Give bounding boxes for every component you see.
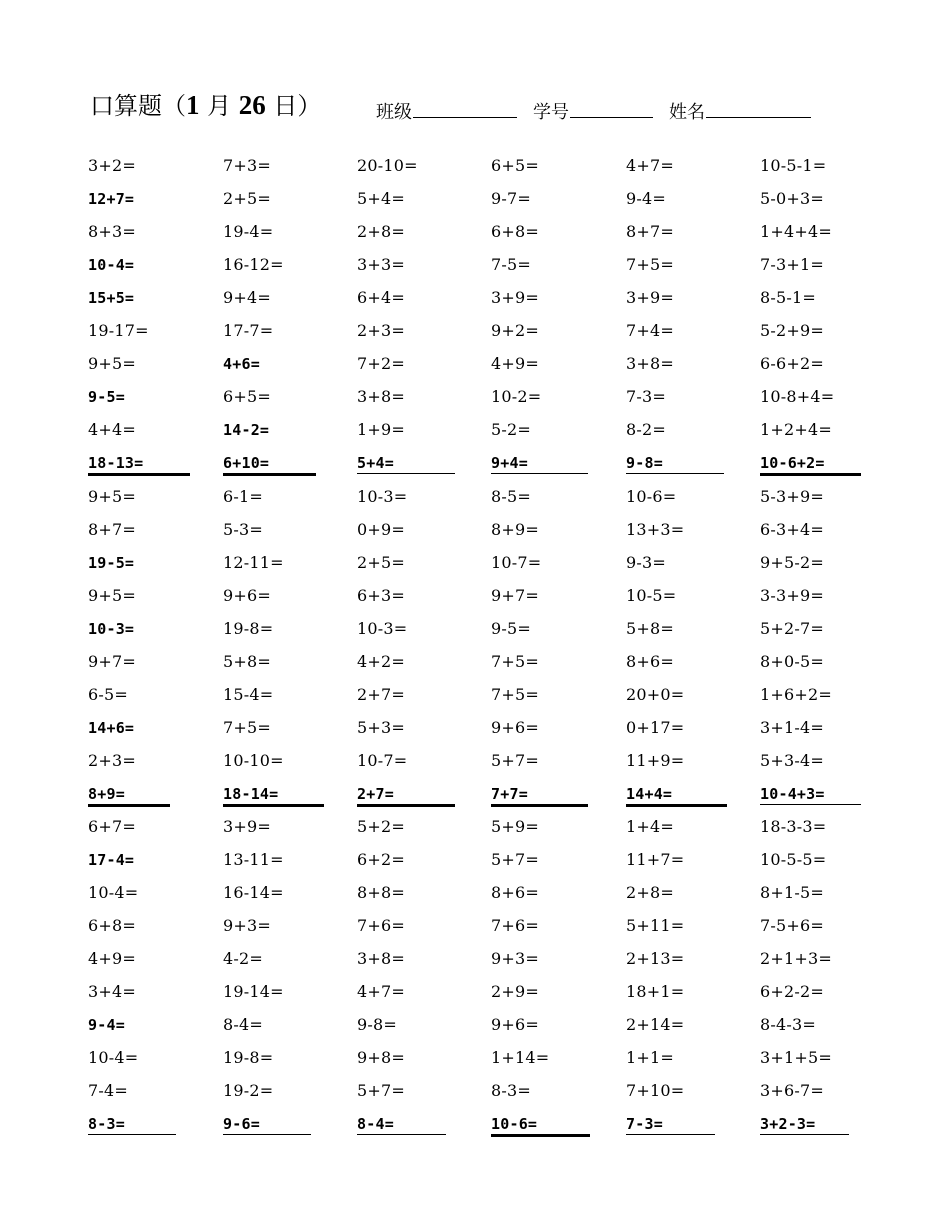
problem-item: 5-2=: [491, 420, 531, 440]
name-blank[interactable]: [706, 101, 811, 118]
problem-item: 16-12=: [223, 255, 284, 275]
problem-item: 10-2=: [491, 387, 542, 407]
problem-item: 10-5-5=: [760, 850, 827, 870]
problem-item: 4+9=: [88, 949, 136, 969]
problem-item: 1+6+2=: [760, 684, 832, 704]
problem-item: 6+10=: [223, 453, 316, 476]
problem-item: 3+6-7=: [760, 1081, 824, 1101]
problem-item: 12+7=: [88, 190, 135, 209]
problem-item: 16-14=: [223, 883, 284, 903]
problem-item: 1+4+4=: [760, 222, 832, 242]
problem-item: 9+6=: [491, 1015, 539, 1035]
problem-item: 9-4=: [88, 1016, 125, 1035]
problem-item: 7+7=: [491, 784, 588, 807]
problem-item: 9-5=: [88, 388, 125, 407]
problem-item: 9+7=: [88, 651, 136, 671]
problem-item: 1+14=: [491, 1048, 550, 1068]
problem-item: 9+7=: [491, 585, 539, 605]
problem-item: 3+9=: [223, 817, 271, 836]
problem-item: 15+5=: [88, 289, 135, 308]
problem-item: 5+2=: [357, 817, 405, 836]
problem-item: 9+5-2=: [760, 552, 824, 572]
problem-item: 8-3=: [88, 1114, 176, 1135]
problem-item: 5+4=: [357, 453, 455, 474]
problem-item: 3+1-4=: [760, 717, 824, 737]
problem-item: 10-4+3=: [760, 784, 861, 805]
problem-item: 5+7=: [491, 750, 539, 770]
problem-item: 2+8=: [357, 222, 405, 242]
problem-item: 8-3=: [491, 1081, 531, 1101]
name-field[interactable]: [669, 98, 811, 124]
problem-item: 3+9=: [626, 288, 674, 308]
title-day: 26: [238, 90, 266, 120]
problem-item: 9+5=: [88, 486, 136, 506]
problem-item: 6+7=: [88, 817, 136, 836]
problem-item: 7-3=: [626, 1114, 715, 1135]
problem-item: 10-10=: [223, 750, 284, 770]
problem-item: 14+4=: [626, 784, 727, 807]
problem-item: 5-2+9=: [760, 321, 824, 341]
problem-item: 12-11=: [223, 552, 284, 572]
problem-item: 10-6=: [491, 1114, 590, 1137]
student-id-field[interactable]: [533, 98, 653, 124]
problem-item: 5+2-7=: [760, 618, 824, 638]
problem-item: 2+7=: [357, 784, 455, 807]
problem-item: 3+4=: [88, 982, 136, 1002]
problem-item: 9-5=: [491, 618, 531, 638]
problem-item: 1+1=: [626, 1048, 674, 1068]
problem-item: 0+9=: [357, 519, 405, 539]
problem-item: 1+9=: [357, 420, 405, 440]
problem-item: 9-6=: [223, 1114, 311, 1135]
problem-item: 9+5=: [88, 354, 136, 374]
problem-item: 1+4=: [626, 817, 674, 836]
problem-item: 5+7=: [357, 1081, 405, 1101]
problem-item: 4+4=: [88, 420, 136, 440]
problem-item: 2+9=: [491, 982, 539, 1002]
problem-item: 19-2=: [223, 1081, 274, 1101]
problem-item: 7-3+1=: [760, 255, 824, 275]
problem-item: 6+2=: [357, 850, 405, 870]
problem-item: 11+9=: [626, 750, 685, 770]
problem-item: 9+4=: [491, 453, 588, 474]
problem-item: 9-7=: [491, 189, 531, 209]
problem-item: 8+1-5=: [760, 883, 824, 903]
problem-item: 2+3=: [88, 750, 136, 770]
problem-item: 9+6=: [223, 585, 271, 605]
problem-item: 3+8=: [626, 354, 674, 374]
problem-item: 10-6=: [626, 486, 677, 506]
problem-item: 8+3=: [88, 222, 136, 242]
problem-item: 7-5+6=: [760, 916, 824, 936]
problem-item: 8-4-3=: [760, 1015, 816, 1035]
problem-item: 19-17=: [88, 321, 149, 341]
problem-item: 13+3=: [626, 519, 685, 539]
problem-item: 3+3=: [357, 255, 405, 275]
problem-item: 10-3=: [357, 618, 408, 638]
class-blank[interactable]: [413, 101, 517, 118]
problem-item: 3+8=: [357, 949, 405, 969]
problem-item: 6+3=: [357, 585, 405, 605]
problem-item: 4-2=: [223, 949, 263, 969]
problem-item: 8-2=: [626, 420, 666, 440]
problem-item: 4+7=: [357, 982, 405, 1002]
problem-item: 19-8=: [223, 618, 274, 638]
problem-item: 10-3=: [88, 619, 135, 638]
problem-item: 9+3=: [491, 949, 539, 969]
problem-item: 3+9=: [491, 288, 539, 308]
problem-item: 8+7=: [88, 519, 136, 539]
problem-item: 6-3+4=: [760, 519, 824, 539]
problem-item: 9+3=: [223, 916, 271, 936]
problem-item: 7+6=: [357, 916, 405, 936]
problem-item: 6-1=: [223, 486, 263, 506]
problem-item: 8+9=: [88, 784, 170, 807]
student-id-label: 学号: [533, 102, 569, 123]
problem-item: 7+3=: [223, 156, 271, 175]
problem-item: 20-10=: [357, 156, 418, 175]
problem-item: 10-4=: [88, 883, 139, 903]
problem-item: 11+7=: [626, 850, 685, 870]
problem-item: 8+9=: [491, 519, 539, 539]
problem-item: 18-3-3=: [760, 817, 827, 836]
problem-item: 6+8=: [491, 222, 539, 242]
problem-item: 10-7=: [491, 552, 542, 572]
title-mid: 月: [199, 92, 239, 120]
problem-item: 2+8=: [626, 883, 674, 903]
problem-item: 17-4=: [88, 851, 135, 870]
problem-item: 6+5=: [223, 387, 271, 407]
title-month: 1: [186, 90, 200, 120]
problem-item: 10-5=: [626, 585, 677, 605]
problem-item: 9-3=: [626, 552, 666, 572]
problem-item: 4+2=: [357, 651, 405, 671]
problem-item: 5+7=: [491, 850, 539, 870]
problem-item: 3+8=: [357, 387, 405, 407]
problem-item: 9+8=: [357, 1048, 405, 1068]
problem-item: 15-4=: [223, 684, 274, 704]
problem-item: 7-5=: [491, 255, 531, 275]
problem-item: 10-4=: [88, 256, 135, 275]
problem-item: 2+5=: [223, 189, 271, 209]
problem-item: 5-0+3=: [760, 189, 824, 209]
problem-item: 2+3=: [357, 321, 405, 341]
problem-item: 10-5-1=: [760, 156, 827, 175]
problem-item: 14-2=: [223, 421, 270, 440]
problem-item: 3+2=: [88, 156, 136, 175]
problem-item: 5+4=: [357, 189, 405, 209]
problem-item: 5+3=: [357, 717, 405, 737]
problem-item: 4+9=: [491, 354, 539, 374]
problem-item: 19-14=: [223, 982, 284, 1002]
problem-item: 7+4=: [626, 321, 674, 341]
problem-item: 6+4=: [357, 288, 405, 308]
problem-item: 1+2+4=: [760, 420, 832, 440]
problem-item: 9+2=: [491, 321, 539, 341]
class-field[interactable]: [376, 98, 517, 124]
problem-item: 5+8=: [626, 618, 674, 638]
problem-item: 5+9=: [491, 817, 539, 836]
problem-item: 8-5=: [491, 486, 531, 506]
problem-item: 2+13=: [626, 949, 685, 969]
problem-item: 8+0-5=: [760, 651, 824, 671]
problem-item: 8+7=: [626, 222, 674, 242]
problem-item: 14+6=: [88, 718, 135, 737]
problem-item: 9-8=: [357, 1015, 397, 1035]
problem-item: 6+5=: [491, 156, 539, 175]
problem-item: 10-7=: [357, 750, 408, 770]
problem-item: 6+8=: [88, 916, 136, 936]
problem-item: 8-4=: [223, 1015, 263, 1035]
class-label: 班级: [376, 102, 412, 123]
problem-item: 18-14=: [223, 784, 324, 807]
student-id-blank[interactable]: [570, 101, 653, 118]
problem-item: 7+5=: [491, 651, 539, 671]
problem-item: 5+8=: [223, 651, 271, 671]
problem-item: 10-6+2=: [760, 453, 861, 476]
problem-item: 9+4=: [223, 288, 271, 308]
problem-item: 7+5=: [491, 684, 539, 704]
problem-item: 0+17=: [626, 717, 685, 737]
problem-item: 5+11=: [626, 916, 685, 936]
problem-item: 5+3-4=: [760, 750, 824, 770]
problem-item: 5-3+9=: [760, 486, 824, 506]
problem-item: 7+2=: [357, 354, 405, 374]
page-title: [90, 86, 321, 121]
problem-item: 7+5=: [223, 717, 271, 737]
problem-item: 9-8=: [626, 453, 724, 474]
title-prefix: 口算题（: [90, 92, 186, 120]
problem-item: 8+8=: [357, 883, 405, 903]
problem-item: 9+5=: [88, 585, 136, 605]
problem-item: 7+10=: [626, 1081, 685, 1101]
problem-item: 2+5=: [357, 552, 405, 572]
problem-item: 13-11=: [223, 850, 284, 870]
problem-item: 9+6=: [491, 717, 539, 737]
problem-item: 7+5=: [626, 255, 674, 275]
problem-item: 18+1=: [626, 982, 685, 1002]
problem-item: 4+7=: [626, 156, 674, 175]
problem-item: 8+6=: [626, 651, 674, 671]
problem-item: 8-5-1=: [760, 288, 816, 308]
problem-item: 3-3+9=: [760, 585, 824, 605]
problem-item: 19-5=: [88, 553, 135, 572]
problem-item: 7-3=: [626, 387, 666, 407]
problem-item: 6-6+2=: [760, 354, 824, 374]
problem-item: 19-8=: [223, 1048, 274, 1068]
problem-item: 2+14=: [626, 1015, 685, 1035]
problem-item: 7-4=: [88, 1081, 128, 1101]
title-suffix: 日）: [265, 92, 322, 120]
problem-item: 2+7=: [357, 684, 405, 704]
problem-item: 5-3=: [223, 519, 263, 539]
problem-item: 9-4=: [626, 189, 666, 209]
problem-item: 10-4=: [88, 1048, 139, 1068]
problem-item: 3+2-3=: [760, 1114, 849, 1135]
problem-item: 6-5=: [88, 684, 128, 704]
problem-item: 7+6=: [491, 916, 539, 936]
problem-item: 18-13=: [88, 453, 190, 476]
name-label: 姓名: [669, 102, 705, 123]
problem-item: 4+6=: [223, 355, 260, 374]
problem-item: 3+1+5=: [760, 1048, 832, 1068]
problem-item: 6+2-2=: [760, 982, 824, 1002]
problem-item: 20+0=: [626, 684, 685, 704]
problem-item: 10-3=: [357, 486, 408, 506]
problem-item: 19-4=: [223, 222, 274, 242]
problem-item: 17-7=: [223, 321, 274, 341]
problem-item: 2+1+3=: [760, 949, 832, 969]
problem-item: 8-4=: [357, 1114, 446, 1135]
problem-item: 10-8+4=: [760, 387, 835, 407]
problem-item: 8+6=: [491, 883, 539, 903]
